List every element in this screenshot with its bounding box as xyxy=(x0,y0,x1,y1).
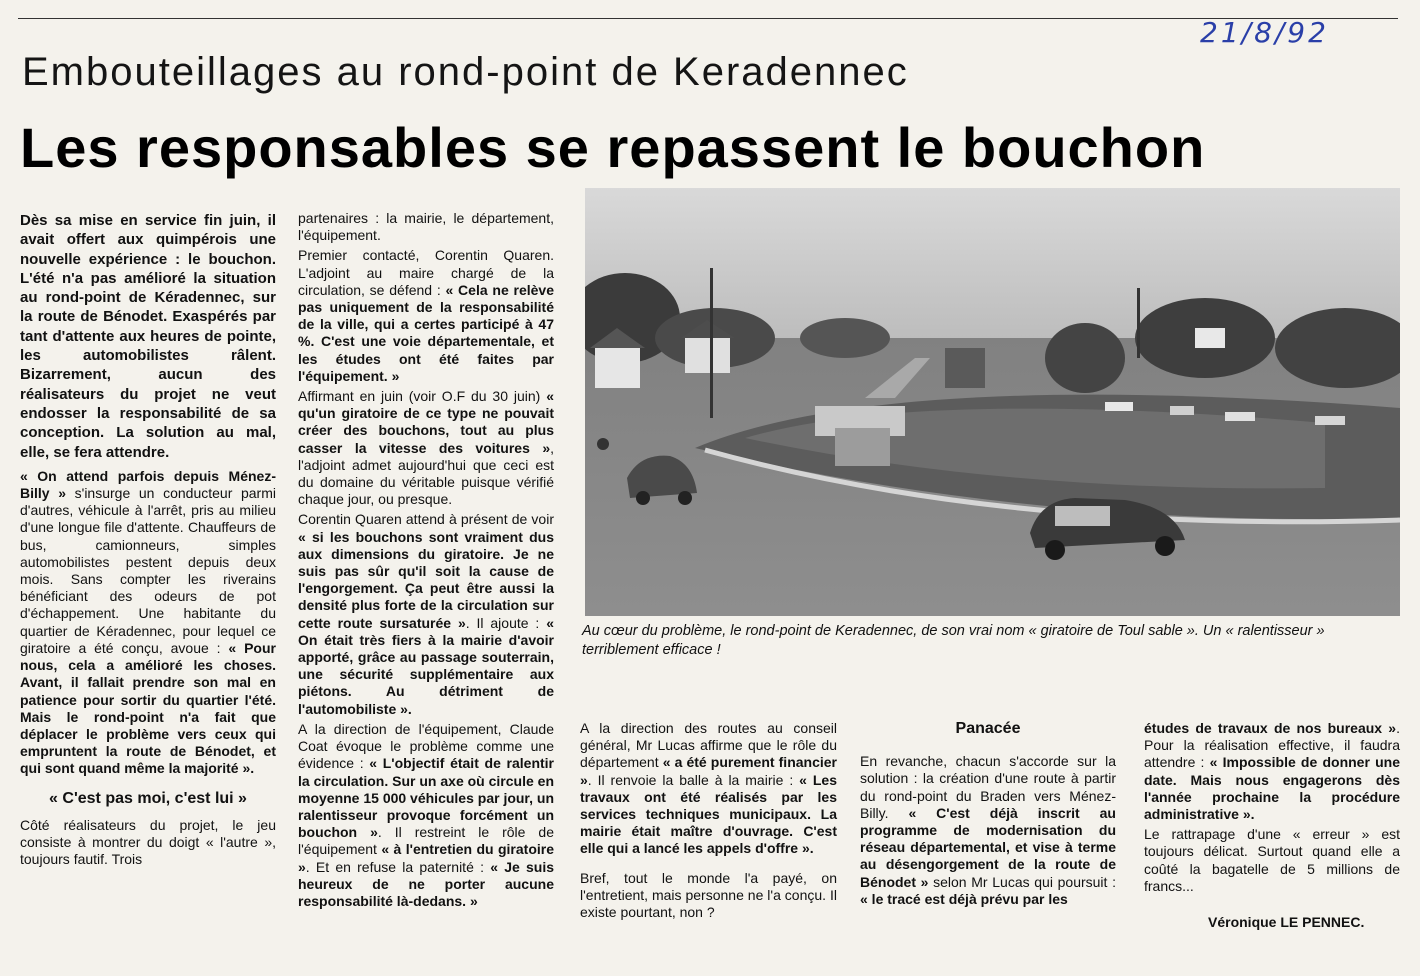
paragraph: Côté réalisateurs du projet, le jeu consiste à montrer du doigt « l'autre », toujours fautif. Trois xyxy=(20,816,276,868)
column-3 xyxy=(580,720,837,924)
body-text: Corentin Quaren attend à présent de voir xyxy=(298,511,554,528)
article-headline: Les responsables se repassent le bouchon xyxy=(20,116,1206,179)
section-subhead: « C'est pas moi, c'est lui » xyxy=(49,789,247,807)
author-signature: Véronique LE PENNEC. xyxy=(1208,914,1365,930)
paragraph xyxy=(1144,720,1400,823)
paragraph xyxy=(298,511,554,717)
column-4 xyxy=(860,718,1116,911)
quote: « à l'entretien du giratoire » xyxy=(298,841,555,875)
quote: « a été purement financier » xyxy=(580,754,837,788)
paragraph xyxy=(298,247,554,385)
quote: « On attend parfois depuis Ménez-Billy » xyxy=(20,467,276,502)
handwritten-date: 21/8/92 xyxy=(1200,16,1329,49)
body-text: . Il restreint le rôle de l'équipement xyxy=(298,824,554,858)
body-text: . Il ajoute : xyxy=(465,614,547,631)
paragraph xyxy=(580,720,837,858)
roundabout-photo xyxy=(585,188,1400,616)
quote: « On était très fiers à la mairie d'avoir apporté, grâce au passage souterrain, une sécurité supplémentaire aux piétons. Au détriment de l'automobiliste ». xyxy=(298,614,555,717)
body-text: . Il renvoie la balle à la mairie : xyxy=(587,771,800,788)
paragraph: Le rattrapage d'une « erreur » est toujours délicat. Surtout quand elle a coûté la bagatelle de 5 millions de francs... xyxy=(1144,826,1400,894)
body-text: En revanche, chacun s'accorde sur la solution : la création d'une route à partir du rond-point du Braden vers Ménez-Billy. xyxy=(860,753,1116,821)
paragraph: partenaires : la mairie, le département, l'équipement. xyxy=(298,210,554,244)
paragraph xyxy=(860,753,1116,908)
section-subhead: Panacée xyxy=(955,720,1021,737)
column-2 xyxy=(298,210,554,913)
body-text: selon Mr Lucas qui poursuit : xyxy=(928,873,1116,890)
paragraph xyxy=(20,468,276,778)
quote: « Les travaux ont été réalisés par les services techniques municipaux. La mairie était maître d'ouvrage. C'est elle qui a lancé les appels d'offre ». xyxy=(580,771,837,857)
photo-caption: Au cœur du problème, le rond-point de Keradennec, de son vrai nom « giratoire de Toul sable ». Un « ralentisseur » terriblement efficace ! xyxy=(582,623,1325,658)
paragraph xyxy=(298,721,554,910)
paragraph xyxy=(298,388,554,508)
column-5 xyxy=(1144,720,1400,898)
body-text: A la direction des routes au conseil général, Mr Lucas affirme que le rôle du département xyxy=(580,720,837,771)
body-text: s'insurge un conducteur parmi d'autres, véhicule à l'arrêt, pris au milieu d'une longue file d'attente. Chauffeurs de bus, camionneurs, simples automobilistes pestent depuis deux mois. Sans compter les riverains bénéficiant des odeurs de pot d'échappement. Une habitante du quartier de Kéradennec, pour lequel ce giratoire a été conçu, avoue : xyxy=(20,485,276,656)
top-rule xyxy=(18,18,1398,19)
body-text: Premier contacté, Corentin Quaren. L'adjoint au maire chargé de la circulation, se défend : xyxy=(298,247,554,298)
quote: « qu'un giratoire de ce type ne pouvait créer des bouchons, tout au plus casser la vitesse des voitures » xyxy=(298,388,554,456)
quote: « Impossible de donner une date. Mais nous engagerons dès l'année prochaine la procédure administrative ». xyxy=(1144,754,1400,823)
quote: « Je suis heureux de ne porter aucune responsabilité là-dedans. » xyxy=(298,858,554,909)
quote: études de travaux de nos bureaux » xyxy=(1144,720,1397,736)
quote: « Cela ne relève pas uniquement de la responsabilité de la ville, qui a certes participé à 47 %. C'est une voie départementale, et les études ont été faites par l'équipement. » xyxy=(298,281,554,384)
body-text: A la direction de l'équipement, Claude Coat évoque le problème comme une évidence : xyxy=(298,720,554,772)
body-text: , l'adjoint admet aujourd'hui que ceci est du domaine du véritable puisque vérifié chaque jour, ou presque. xyxy=(298,439,554,508)
quote: « si les bouchons sont vraiment dus aux dimensions du giratoire. Je ne suis pas sûr qu'il soit la cause de l'engorgement. Ça peut être aussi la densité plus forte de la circulation sur cette route sursaturée » xyxy=(298,528,554,631)
photo-illustration xyxy=(585,188,1400,616)
body-text: . Pour la réalisation effective, il faudra attendre : xyxy=(1144,720,1400,771)
article-kicker: Embouteillages au rond-point de Keradennec xyxy=(22,50,909,94)
quote: « C'est déjà inscrit au programme de modernisation du réseau départemental, et vise à terme au désengorgement de la route de Bénodet » xyxy=(860,804,1116,890)
quote: « L'objectif était de ralentir la circulation. Sur un axe où circule en moyenne 15 000 véhicules par jour, un ralentisseur provoque forcément un bouchon » xyxy=(298,755,554,841)
quote: « Pour nous, cela a amélioré les choses. Avant, il fallait prendre son mal en patience pour sortir du quartier l'été. Mais le rond-point n'a fait que déplacer le problème vers ceux qui empruntent la route de Bénodet, et qui sont quand même la majorité ». xyxy=(20,639,276,777)
paragraph: Bref, tout le monde l'a payé, on l'entretient, mais personne ne l'a conçu. Il existe pourtant, non ? xyxy=(580,869,837,921)
body-text: . Et en refuse la paternité : xyxy=(305,858,491,875)
quote: « le tracé est déjà prévu par les xyxy=(860,890,1068,907)
body-text: Affirmant en juin (voir O.F du 30 juin) xyxy=(298,388,547,405)
column-1 xyxy=(20,211,276,871)
lead-paragraph: Dès sa mise en service fin juin, il avait offert aux quimpérois une nouvelle expérience : le bouchon. L'été n'a pas amélioré la situation au rond-point de Kéradennec, sur la route de Bénodet. Exaspérés par tant d'attente aux heures de pointe, les automobilistes râlent. Bizarrement, aucun des réalisateurs du projet ne veut endosser la responsabilité de sa conception. La solution au mal, elle, se fera attendre. xyxy=(20,212,276,461)
